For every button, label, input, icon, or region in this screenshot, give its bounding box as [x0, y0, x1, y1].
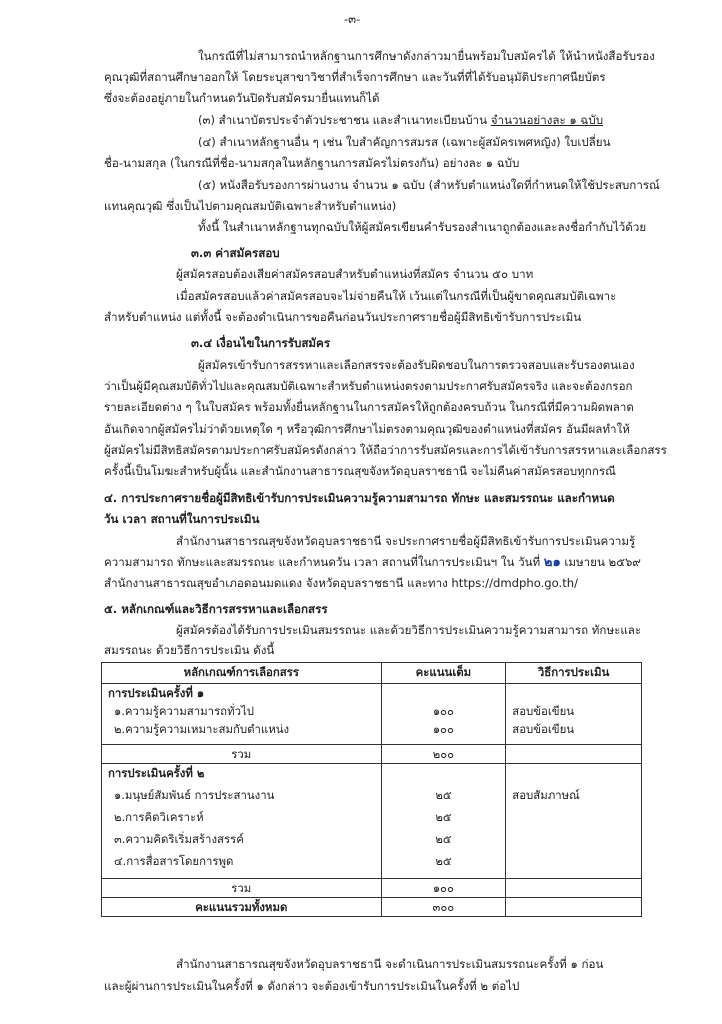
section-4-line-2-pre: ความสามารถ ทักษะและสมรรถนะ และกำหนดวัน เวลา สถานที่ในการประเมินฯ ใน วันที่	[104, 555, 541, 569]
round-2-item-name: ๒.การคิดวิเคราะห์	[102, 808, 382, 830]
section-3-3-title: ๓.๓ ค่าสมัครสอบ	[191, 246, 280, 260]
section-3-4-line-4: อันเกิดจากผู้สมัครไม่ว่าด้วยเหตุใด ๆ หรือวุฒิการศึกษาไม่ตรงตามคุณวุฒิของตำแหน่งที่สมัคร อันมีผลทำให้	[104, 422, 630, 436]
round-2-item-method	[506, 852, 642, 879]
section-3-4-line-1: ผู้สมัครเข้ารับการสรรหาและเลือกสรรจะต้องรับผิดชอบในการตรวจสอบและรับรองตนเอง	[198, 358, 635, 372]
section-3-3-line-1: ผู้สมัครสอบต้องเสียค่าสมัครสอบสำหรับตำแหน่งที่สมัคร จำนวน ๕๐ บาท	[176, 267, 534, 281]
round-1-item-score: ๑๐๐	[381, 720, 506, 745]
item-4-line-2: ชื่อ-นามสกุล (ในกรณีที่ชื่อ-นามสกุลในหลักฐานการสมัครไม่ตรงกัน) อย่างละ ๑ ฉบับ	[104, 156, 520, 170]
round-1-item-method: สอบข้อเขียน	[506, 702, 642, 720]
selection-criteria-table	[101, 662, 642, 917]
round-2-title: การประเมินครั้งที่ ๒	[102, 764, 382, 783]
intro-line-3: ซึ่งจะต้องอยู่ภายในกำหนดวันปิดรับสมัครมายื่นแทนก็ได้	[104, 91, 380, 105]
round-1-item-name: ๒.ความรู้ความเหมาะสมกับตำแหน่ง	[102, 720, 382, 745]
item-3-text: (๓) สำเนาบัตรประจำตัวประชาชน และสำเนาทะเบียนบ้าน	[198, 113, 488, 127]
table-row	[102, 830, 642, 852]
table-row	[102, 720, 642, 745]
round-1-title-row	[102, 684, 642, 703]
round-1-item-method: สอบข้อเขียน	[506, 720, 642, 745]
section-4-line-2	[104, 553, 641, 572]
closing-line-1: สำนักงานสาธารณสุขจังหวัดอุบลราชธานี จะดำเนินการประเมินสมรรถนะครั้งที่ ๑ ก่อน	[176, 957, 604, 971]
section-5-line-1: ผู้สมัครต้องได้รับการประเมินสมรรถนะ และด้วยวิธีการประเมินความรู้ความสามารถ ทักษะและ	[176, 623, 642, 637]
table-row	[102, 808, 642, 830]
header-method: วิธีการประเมิน	[506, 663, 642, 684]
round-2-total-row	[102, 879, 642, 898]
round-1-total: ๒๐๐	[381, 745, 506, 764]
round-2-item-name: ๓.ความคิดริเริ่มสร้างสรรค์	[102, 830, 382, 852]
section-5-title: ๕. หลักเกณฑ์และวิธีการสรรหาและเลือกสรร	[104, 602, 328, 616]
round-2-item-name: ๑.มนุษย์สัมพันธ์ การประสานงาน	[102, 782, 382, 808]
round-1-title: การประเมินครั้งที่ ๑	[102, 684, 382, 703]
round-1-total-row	[102, 745, 642, 764]
section-4-title-line-1: ๔. การประกาศรายชื่อผู้มีสิทธิเข้ารับการประเมินความรู้ความสามารถ ทักษะ และสมรรถนะ และกำหนด	[104, 491, 615, 505]
item-3	[198, 111, 603, 129]
item-3-emphasis: จำนวนอย่างละ ๑ ฉบับ	[490, 113, 604, 127]
item-5-line-1: (๕) หนังสือรับรองการผ่านงาน จำนวน ๑ ฉบับ (สำหรับตำแหน่งใดที่กำหนดให้ใช้ประสบการณ์	[198, 178, 660, 192]
round-2-item-score: ๒๕	[381, 852, 506, 879]
round-2-item-name: ๔.การสื่อสารโดยการพูด	[102, 852, 382, 879]
round-2-title-row	[102, 764, 642, 783]
section-3-4-line-2: ว่าเป็นผู้มีคุณสมบัติทั่วไปและคุณสมบัติเฉพาะสำหรับตำแหน่งตรงตามประกาศรับสมัครจริง และจะต้องกรอก	[104, 379, 633, 393]
table-header-row	[102, 663, 642, 684]
closing-line-2: และผู้ผ่านการประเมินในครั้งที่ ๑ ดังกล่าว จะต้องเข้ารับการประเมินในครั้งที่ ๒ ต่อไป	[104, 979, 520, 993]
section-3-4-line-3: รายละเอียดต่าง ๆ ในใบสมัคร พร้อมทั้งยื่นหลักฐานในการสมัครให้ถูกต้องครบถ้วน ในกรณีที่มีความผิดพลาด	[104, 400, 634, 414]
grand-total: ๓๐๐	[381, 898, 506, 917]
grand-total-row	[102, 898, 642, 917]
section-3-4-line-6: ครั้งนี้เป็นโมฆะสำหรับผู้นั้น และสำนักงานสาธารณสุขจังหวัดอุบลราชธานี จะไม่คืนค่าสมัครสอบทุกกรณี	[104, 464, 616, 478]
round-2-item-method	[506, 830, 642, 852]
table-row	[102, 702, 642, 720]
round-1-item-score: ๑๐๐	[381, 702, 506, 720]
grand-total-label: คะแนนรวมทั้งหมด	[102, 898, 382, 917]
round-2-total-label: รวม	[102, 879, 382, 898]
round-2-total: ๑๐๐	[381, 879, 506, 898]
section-4-line-1: สำนักงานสาธารณสุขจังหวัดอุบลราชธานี จะประกาศรายชื่อผู้มีสิทธิเข้ารับการประเมินความรู้	[176, 534, 636, 548]
section-3-4-line-5: ผู้สมัครไม่มีสิทธิสมัครตามประกาศรับสมัครดังกล่าว ให้ถือว่าการรับสมัครและการได้เข้ารับการสรรหาและเลือกสรร	[104, 443, 667, 457]
certify-note: ทั้งนี้ ในสำเนาหลักฐานทุกฉบับให้ผู้สมัครเขียนคำรับรองสำเนาถูกต้องและลงชื่อกำกับไว้ด้วย	[198, 220, 647, 234]
section-4-line-2-post: เมษายน ๒๕๖๙	[564, 555, 641, 569]
intro-line-2: คุณวุฒิที่สถานศึกษาออกให้ โดยระบุสาขาวิชาที่สำเร็จการศึกษา และวันที่ที่ได้รับอนุมัติประกาศนียบัตร	[104, 70, 606, 84]
round-2-item-score: ๒๕	[381, 782, 506, 808]
section-4-title-line-2: วัน เวลา สถานที่ในการประเมิน	[104, 512, 260, 526]
page-number: -๓-	[344, 12, 361, 26]
header-score: คะแนนเต็ม	[381, 663, 506, 684]
item-4-line-1: (๔) สำเนาหลักฐานอื่น ๆ เช่น ใบสำคัญการสมรส (เฉพาะผู้สมัครเพศหญิง) ใบเปลี่ยน	[198, 135, 611, 149]
item-5-line-2: แทนคุณวุฒิ ซึ่งเป็นไปตามคุณสมบัติเฉพาะสำหรับตำแหน่ง)	[104, 199, 397, 213]
round-1-item-name: ๑.ความรู้ความสามารถทั่วไป	[102, 702, 382, 720]
section-3-3-line-3: สำหรับตำแหน่ง แต่ทั้งนี้ จะต้องดำเนินการขอคืนก่อนวันประกาศรายชื่อผู้มีสิทธิเข้ารับการประเมิน	[104, 310, 582, 324]
section-3-3-line-2: เมื่อสมัครสอบแล้วค่าสมัครสอบจะไม่จ่ายคืนให้ เว้นแต่ในกรณีที่เป็นผู้ขาดคุณสมบัติเฉพาะ	[176, 289, 617, 303]
table-row	[102, 782, 642, 808]
round-1-total-label: รวม	[102, 745, 382, 764]
round-2-item-method	[506, 808, 642, 830]
handwritten-day: ๒๑	[543, 555, 561, 570]
table-row	[102, 852, 642, 879]
header-criteria: หลักเกณฑ์การเลือกสรร	[102, 663, 382, 684]
section-4-line-3: สำนักงานสาธารณสุขอำเภอดอนมดแดง จังหวัดอุบลราชธานี และทาง https://dmdpho.go.th/	[104, 576, 579, 590]
round-2-item-score: ๒๕	[381, 830, 506, 852]
section-5-line-2: สมรรถนะ ด้วยวิธีการประเมิน ดังนี้	[104, 643, 275, 657]
round-2-item-method: สอบสัมภาษณ์	[506, 782, 642, 808]
section-3-4-title: ๓.๔ เงื่อนไขในการรับสมัคร	[191, 336, 331, 350]
round-2-item-score: ๒๕	[381, 808, 506, 830]
intro-line-1: ในกรณีที่ไม่สามารถนำหลักฐานการศึกษาดังกล่าวมายื่นพร้อมใบสมัครได้ ให้นำหนังสือรับรอง	[198, 49, 655, 63]
